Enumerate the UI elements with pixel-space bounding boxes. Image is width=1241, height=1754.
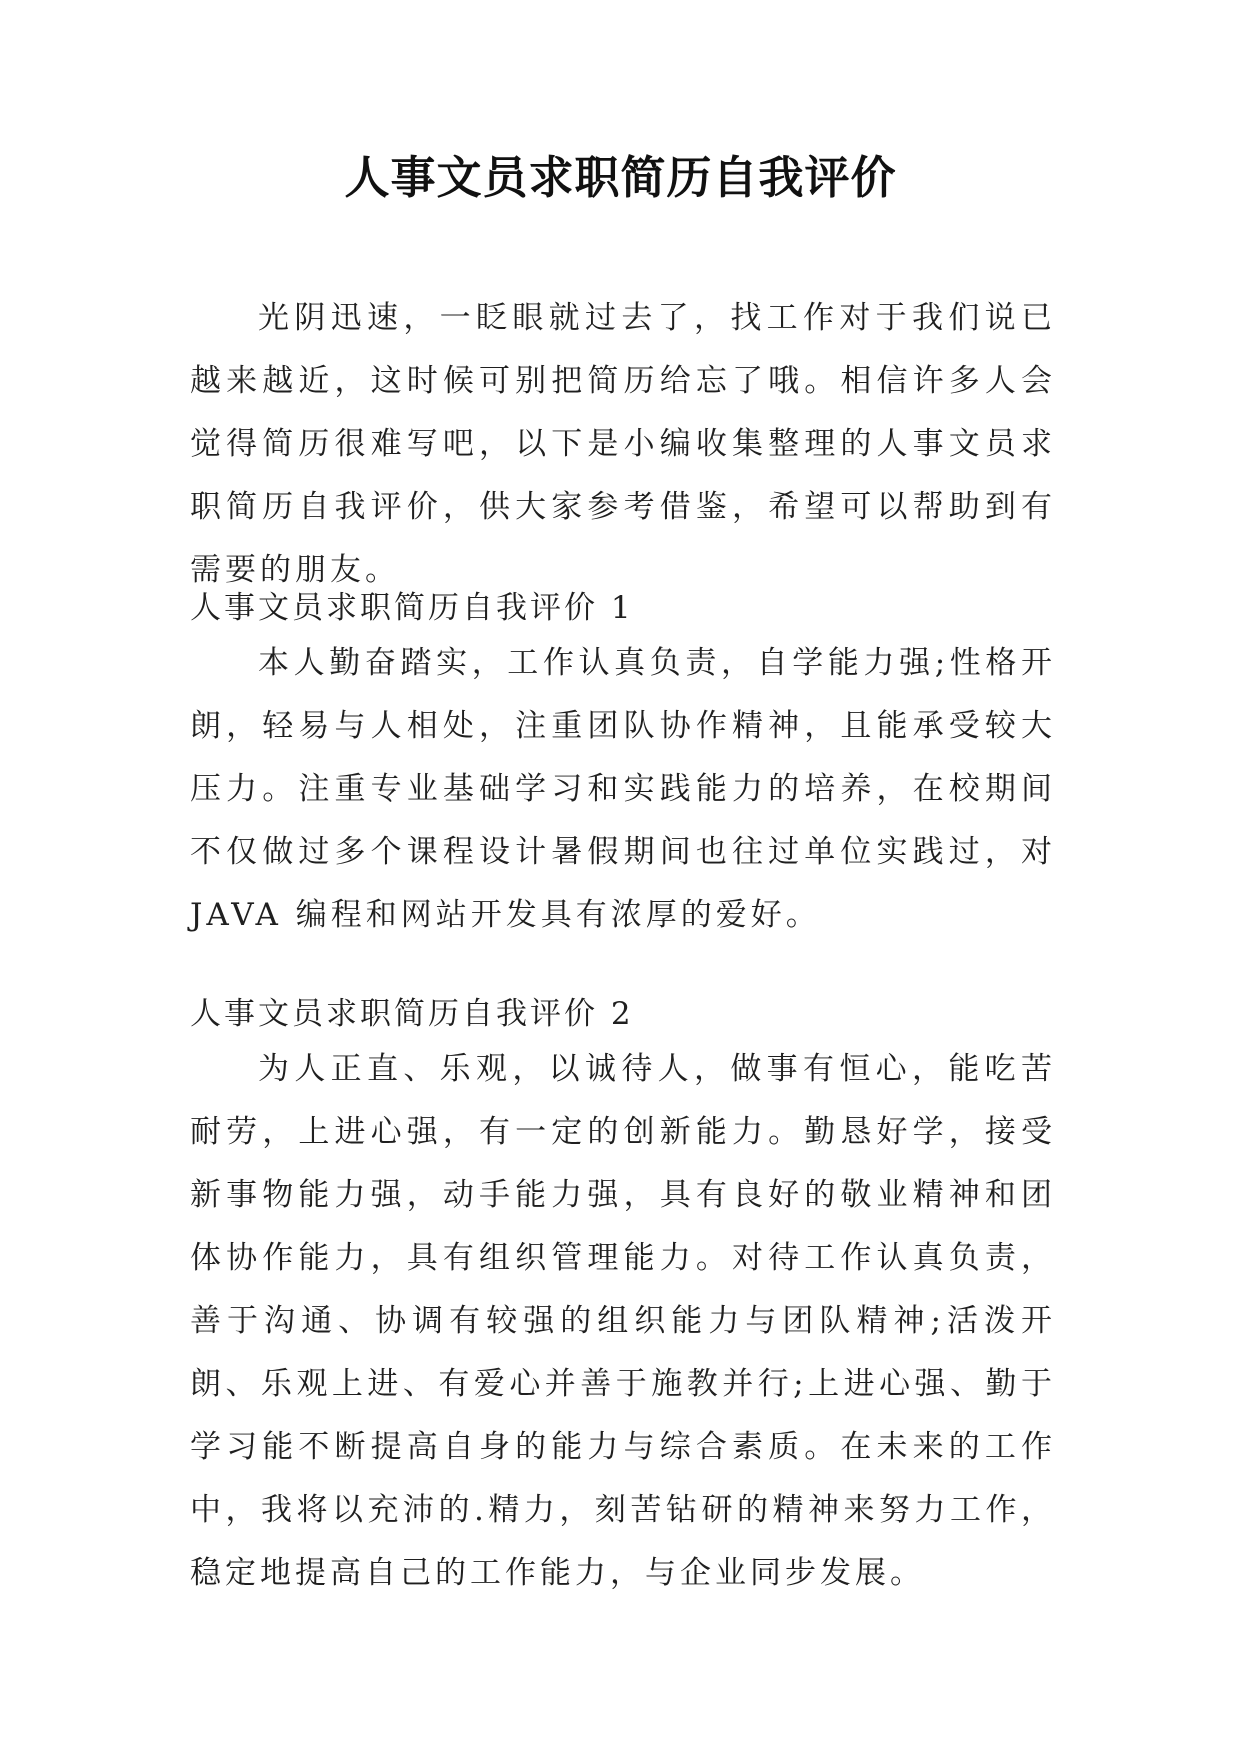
page-title: 人事文员求职简历自我评价 — [344, 151, 897, 204]
section-body-1: 本人勤奋踏实，工作认真负责，自学能力强;性格开朗，轻易与人相处，注重团队协作精神，且能承受较大压力。注重专业基础学习和实践能力的培养，在校期间不仅做过多个课程设计暑假期间也往过单位实践过，对 JAVA 编程和网站开发具有浓厚的爱好。 — [190, 645, 1056, 933]
section-heading-2: 人事文员求职简历自我评价 2 — [190, 996, 634, 1032]
intro-paragraph: 光阴迅速，一眨眼就过去了，找工作对于我们说已越来越近，这时候可别把简历给忘了哦。相信许多人会觉得简历很难写吧，以下是小编收集整理的人事文员求职简历自我评价，供大家参考借鉴，希望可以帮助到有需要的朋友。 — [190, 300, 1056, 588]
section-heading-1: 人事文员求职简历自我评价 1 — [190, 590, 634, 626]
section-body-2: 为人正直、乐观，以诚待人，做事有恒心，能吃苦耐劳，上进心强，有一定的创新能力。勤恳好学，接受新事物能力强，动手能力强，具有良好的敬业精神和团体协作能力，具有组织管理能力。对待工作认真负责，善于沟通、协调有较强的组织能力与团队精神;活泼开朗、乐观上进、有爱心并善于施教并行;上进心强、勤于学习能不断提高自身的能力与综合素质。在未来的工作中，我将以充沛的.精力，刻苦钻研的精神来努力工作，稳定地提高自己的工作能力，与企业同步发展。 — [190, 1051, 1056, 1591]
